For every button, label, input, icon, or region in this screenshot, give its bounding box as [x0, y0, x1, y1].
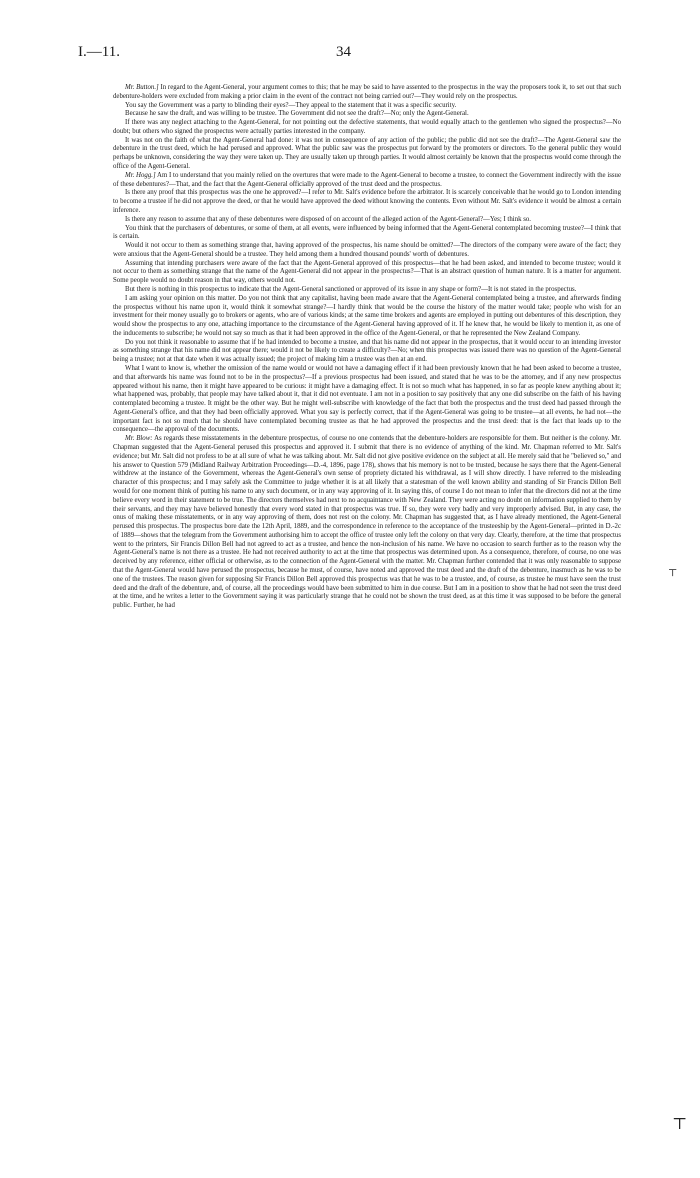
- paragraph-text: You say the Government was a party to blinding their eyes?—They appeal to the statement that it was a specific security.: [125, 101, 457, 109]
- paragraph: [113, 225, 621, 243]
- paragraph: [113, 216, 621, 225]
- paragraph-text: But there is nothing in this prospectus to indicate that the Agent-General sanctioned or approved of its issue in any shape or form?—It is not stated in the prospectus.: [125, 285, 577, 293]
- document-reference: I.—11.: [78, 44, 120, 60]
- paragraph: [113, 189, 621, 215]
- speaker-label: Mr. Hogg.]: [125, 171, 156, 179]
- page-number: 34: [336, 44, 351, 60]
- paragraph-text: I am asking your opinion on this matter. Do you not think that any capitalist, having been made aware that the Agent-General contemplated being a trustee, and afterwards finding the prospectus without his name upon it, would think it somewhat strange?—I hardly think that would be the course the history of the matter would take; people who wish for an investment for their money usually go to brokers or agents, who are of various kinds; at the same time brokers and agents are employed in putting out debentures of this description, they would show the prospectus to any one, attaching importance to the circumstance of the Agent-General having approved of it. If he knew that, he would be likely to mention it, as one of the inducements to subscribe; he would not say so much as that it had been approved in the office of the Agent-General, or that he represented the New Zealand Company.: [113, 294, 621, 337]
- paragraph-text: You think that the purchasers of debentures, or some of them, at all events, were influenced by being informed that the Agent-General contemplated becoming trustee?—I think that is certain.: [113, 224, 621, 241]
- document-body: [113, 84, 621, 611]
- paragraph-text: Is there any reason to assume that any of these debentures were disposed of on account of the alleged action of the Agent-General?—Yes; I think so.: [125, 215, 532, 223]
- paragraph: [113, 242, 621, 260]
- paragraph-text: Assuming that intending purchasers were aware of the fact that the Agent-General approved of this prospectus—that he had been asked, and intended to become trustee; would it not occur to them as something strange that the name of the Agent-General did not appear in the prospectus?—That is an abstract question of human nature. It is a matter for argument. Some people would no doubt reason in that way, others would not.: [113, 259, 621, 285]
- paragraph-text: Because he saw the draft, and was willing to be trustee. The Government did not see the draft?—No; only the Agent-General.: [125, 110, 469, 118]
- margin-mark-icon: ⊤: [668, 568, 678, 579]
- paragraph-text: It was not on the faith of what the Agent-General had done: it was not in consequence of any action of the public; the public did not see the draft?—The Agent-General saw the debenture in the trust deed, which he had perused and approved. What the public saw was the prospectus put forward by the promoters or directors. To the general public they would perhaps be unknown, considering the way they were taken up. They are usually taken up through parties. It would almost certainly be known that the prospectus would come through the office of the Agent-General.: [113, 136, 621, 171]
- margin-mark-icon: ⊤: [672, 1116, 688, 1133]
- speaker-label: Mr. Blow:: [125, 435, 153, 443]
- paragraph: [113, 110, 621, 119]
- paragraph-text: In regard to the Agent-General, your argument comes to this; that he may be said to have assented to the prospectus in the way the proposers took it, to set out that such debenture-holders were excluded from making a prior claim in the event of the contract not being carried out?—They would rely on the prospectus.: [113, 84, 621, 100]
- paragraph: [113, 365, 621, 435]
- paragraph: [113, 137, 621, 172]
- paragraph: [113, 286, 621, 295]
- paragraph-text: If there was any neglect attaching to the Agent-General, for not pointing out the defective statements, that would equally attach to the gentlemen who signed the prospectus?—No doubt; but others who signed the prospectus were actually parties interested in the company.: [113, 119, 621, 135]
- paragraph: [113, 295, 621, 339]
- speaker-label: Mr. Button.]: [125, 84, 159, 91]
- paragraph: [113, 84, 621, 102]
- paragraph: [113, 260, 621, 286]
- paragraph-text: Would it not occur to them as something strange that, having approved of the prospectus, his name should be omitted?—The directors of the company were aware of the fact; they were anxious that the Agent-General should be a trustee. They held among them a hundred thousand pounds' worth of debentures.: [113, 242, 621, 258]
- paragraph-text: Do you not think it reasonable to assume that if he had intended to become a trustee, and that his name did not appear in the prospectus, that it would occur to an intending investor as something strange that his name did not appear there; would it not be likely to create a difficulty?—No; when this prospectus was issued there was no question of the Agent-General being a trustee; not at that date when it was actually issued; the project of making him a trustee was then at an end.: [113, 338, 621, 364]
- paragraph: [113, 119, 621, 137]
- paragraph: [113, 102, 621, 111]
- paragraph: [113, 172, 621, 190]
- paragraph-text: Is there any proof that this prospectus was the one he approved?—I refer to Mr. Salt's evidence before the arbitrator. It is scarcely conceivable that he would go to London intending to become a trustee if he did not approve the deed, or that he would have approved the deed without knowing the contents. Even without Mr. Salt's evidence it would be almost a certain inference.: [113, 189, 621, 214]
- paragraph-text: What I want to know is, whether the omission of the name would or would not have a damaging effect if it had been previously known that he had been asked to become a trustee, and that afterwards his name was found not to be in the prospectus?—If a previous prospectus had been issued, and stated that he was to be the attorney, and if any new prospectus appeared without his name, then it might have appeared to be curious: it might have a damaging effect. It is not so much what has happened, in so far as people knew anything about it; what happened was, probably, that people may have talked about it, that it did not eventuate. I am not in a position to say positively that any one did subscribe on the faith of his having contemplated becoming a trustee. It might be the other way. But he might well-subscribe with knowledge of the fact that both the prospectus and the trust deed had passed through the Agent-General's office, and that they had been officially approved. What you say is perfectly correct, that if the Agent-General was going to be trustee—at all events, he had not—the important fact is not so much that he should have contemplated becoming trustee as that he had approved the prospectus and the trust deed: that is the fact that leads up to the consequence—the approval of the documents.: [113, 365, 621, 434]
- paragraph: [113, 339, 621, 365]
- paragraph-text: Am I to understand that you mainly relied on the overtures that were made to the Agent-General to become a trustee, to connect the Government indirectly with the issue of these debentures?—That, and the fact that the Agent-General officially approved of the trust deed and the prospectus.: [113, 171, 622, 188]
- paragraph-text: As regards these misstatements in the debenture prospectus, of course no one contends that the debenture-holders are responsible for them. But neither is the colony. Mr. Chapman suggested that the Agent-General perused this prospectus and approved it. I submit that there is no evidence of anything of the kind. Mr. Chapman referred to Mr. Salt's evidence; but Mr. Salt did not profess to be at all sure of what he was talking about. Mr. Salt did not give positive evidence on the subject at all. He merely said that he "believed so," and his answer to Question 579 (Midland Railway Arbitration Proceedings—D.-4, 1896, page 178), shows that his memory is not to be trusted, because he says there that the Agent-General withdrew at the instance of the Government, whereas the Agent-General's own sense of propriety dictated his withdrawal, as I will show directly. I have referred to the misleading character of this prospectus; and I may safely ask the Committee to judge whether it is at all likely that a statesman of the well known ability and standing of Sir Francis Dillon Bell would for one moment think of putting his name to any such document, or in any way approving of it. In saying this, of course I do not mean to infer that the directors did not at the time believe every word in their statement to be true. The directors themselves had next to no acquaintance with New Zealand. They were acting no doubt on information supplied to them by their servants, and they may have believed honestly that every word stated in that prospectus was true. If so, they were very badly and very improperly advised. But, in any case, the onus of making these misstatements, or in any way approving of them, does not rest on the colony. Mr. Chapman has suggested that, as I have already mentioned, the Agent-General perused this prospectus. The prospectus bore date the 12th April, 1889, and the correspondence in reference to the acceptance of the trusteeship by the Agent-General—printed in D.-2c of 1889—shows that the telegram from the Government authorising him to accept the office of trustee only left the colony on that very day. Clearly, therefore, at the time that prospectus went to the printers, Sir Francis Dillon Bell had not agreed to act as a trustee, and hence the non-inclusion of his name. We have no occasion to search further as to the reason why the Agent-General's name is not there as a trustee. He had not received authority to act at the time that prospectus was determined upon. As a consequence, therefore, of course, no one was deceived by any reference, either official or otherwise, as to the connection of the Agent-General with the matter. Mr. Chapman further contended that it was only reasonable to suppose that the Agent-General would have perused the prospectus, because he must, of course, have noted and approved the trust deed and the draft of the debenture, inasmuch as he was to be one of the trustees. The reason given for supposing Sir Francis Dillon Bell approved this prospectus was that he was to be a trustee, and, of course, as trustee he must have seen the trust deed and the draft of the debenture, and, of course, all the proceedings would have been submitted to him in due course. But I am in a position to show that he had not seen the trust deed at the time, and he writes a letter to the Government saying it was particularly strange that he could not be shown the trust deed, as at this time it was supposed to be before the general public. Further, he had: [113, 435, 621, 610]
- paragraph: [113, 435, 621, 611]
